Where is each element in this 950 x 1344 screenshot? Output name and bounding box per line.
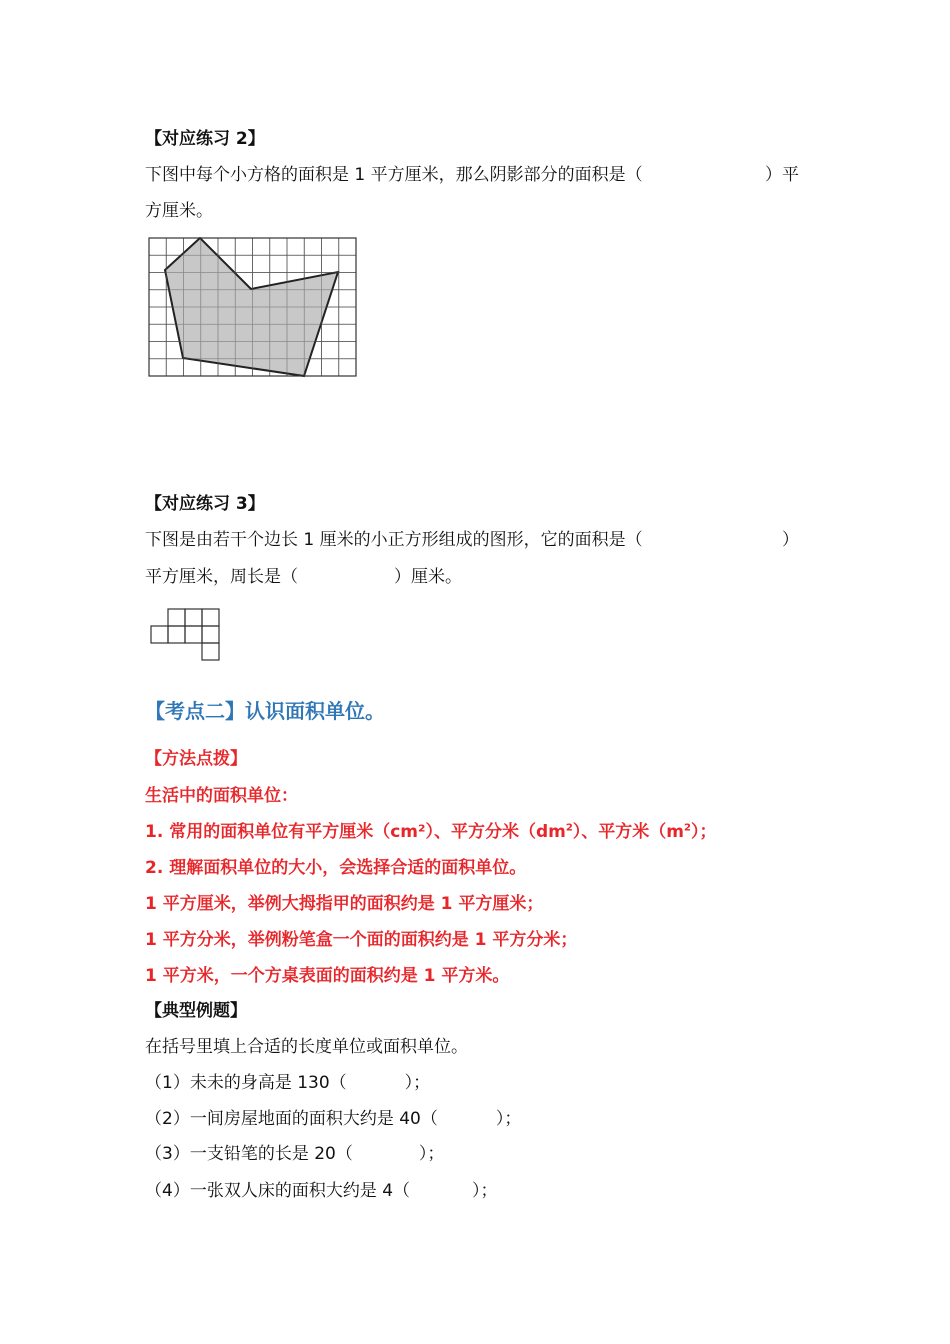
exercise-3-heading: 【对应练习 3】 bbox=[145, 494, 265, 514]
example-item-close: ）； bbox=[418, 1144, 445, 1164]
exercise-3-area-unit: 平方厘米，周长是（ bbox=[145, 567, 298, 587]
exercise-3-answer-close: ） bbox=[782, 530, 799, 550]
grid-figure bbox=[148, 237, 360, 379]
method-heading: 【方法点拨】 bbox=[145, 749, 247, 769]
superscript: 2 bbox=[684, 822, 691, 834]
exercise-2-question-line1 bbox=[145, 164, 643, 186]
method-line-3: 2. 理解面积单位的大小，会选择合适的面积单位。 bbox=[145, 858, 527, 878]
example-item-text: （2）一间房屋地面的面积大约是 40（ bbox=[145, 1109, 438, 1129]
exercise-2-heading: 【对应练习 2】 bbox=[145, 129, 265, 149]
example-item-text: （1）未未的身高是 130（ bbox=[145, 1073, 347, 1093]
example-item-close: ）； bbox=[472, 1181, 498, 1201]
example-item-text: （3）一支铅笔的长是 20（ bbox=[145, 1144, 353, 1164]
square bbox=[202, 643, 219, 660]
square bbox=[202, 609, 219, 626]
example-item-1 bbox=[145, 1072, 430, 1094]
square bbox=[185, 626, 202, 643]
square bbox=[168, 609, 185, 626]
method-line-2-part-1: 1. 常用的面积单位有平方厘米（cm²）、平方分米（dm bbox=[145, 822, 566, 842]
example-heading: 【典型例题】 bbox=[145, 1001, 247, 1021]
example-item-3 bbox=[145, 1143, 444, 1165]
example-item-4 bbox=[145, 1180, 498, 1202]
square bbox=[185, 609, 202, 626]
method-line-2-part-3: ）； bbox=[690, 822, 717, 842]
method-line-6: 1 平方米，一个方桌表面的面积约是 1 平方米。 bbox=[145, 966, 510, 986]
squares-figure bbox=[150, 607, 224, 663]
example-item-text: （4）一张双人床的面积大约是 4（ bbox=[145, 1181, 411, 1201]
method-line-1: 生活中的面积单位： bbox=[145, 786, 298, 806]
topic-2-heading: 【考点二】认识面积单位。 bbox=[145, 699, 385, 723]
exercise-2-answer-close: ）平 bbox=[765, 165, 799, 185]
square bbox=[151, 626, 168, 643]
exercise-2-question-line2: 方厘米。 bbox=[145, 201, 213, 221]
square bbox=[168, 626, 185, 643]
superscript: 2 bbox=[565, 822, 573, 834]
example-item-close: ）； bbox=[495, 1109, 522, 1129]
example-item-2 bbox=[145, 1108, 521, 1130]
method-line-2-part-2: ）、平方米（m bbox=[572, 822, 685, 842]
square bbox=[202, 626, 219, 643]
exercise-3-question-line2 bbox=[145, 566, 462, 588]
method-line-2 bbox=[145, 821, 716, 843]
exercise-3-question-line1: 下图是由若干个边长 1 厘米的小正方形组成的图形，它的面积是（ bbox=[145, 530, 643, 550]
example-intro: 在括号里填上合适的长度单位或面积单位。 bbox=[145, 1037, 468, 1057]
exercise-2-question-text: 下图中每个小方格的面积是 1 平方厘米，那么阴影部分的面积是（ bbox=[145, 165, 643, 185]
method-line-4: 1 平方厘米，举例大拇指甲的面积约是 1 平方厘米； bbox=[145, 894, 544, 914]
exercise-3-perimeter-unit: ）厘米。 bbox=[394, 567, 462, 587]
example-item-close: ）； bbox=[404, 1073, 431, 1093]
method-line-5: 1 平方分米，举例粉笔盒一个面的面积约是 1 平方分米； bbox=[145, 930, 578, 950]
